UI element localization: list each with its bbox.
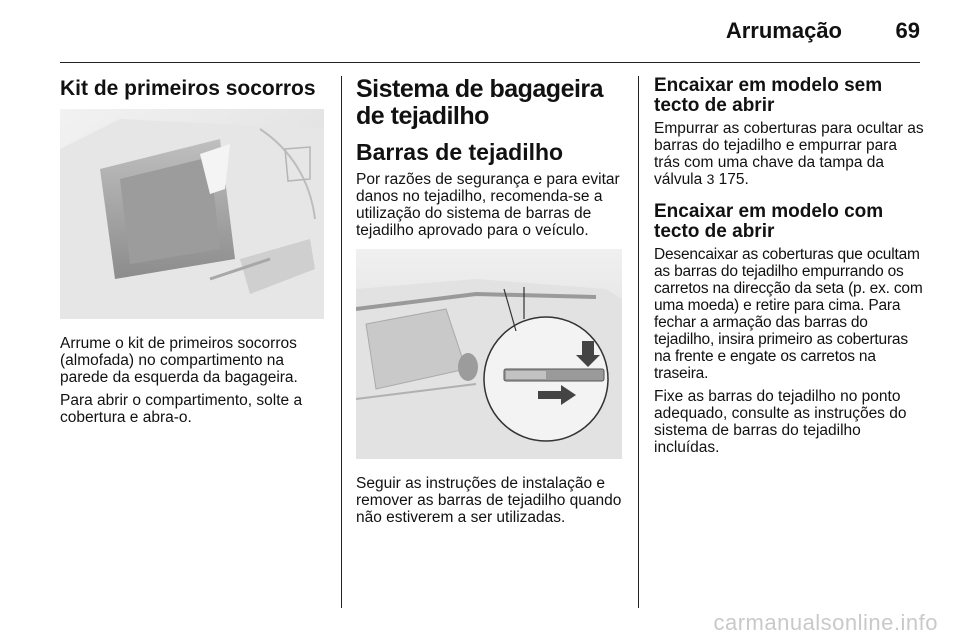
- page-reference-arrow-icon: 3: [706, 171, 715, 187]
- first-aid-heading: Kit de primeiros socorros: [60, 77, 316, 100]
- column-fitting: [654, 76, 924, 456]
- roof-rack-heading-line-2: de tejadilho: [356, 102, 489, 130]
- watermark: carmanualsonline.info: [713, 610, 938, 635]
- column-roof-rack: [356, 76, 624, 526]
- roof-bars-paragraph-1: Por razões de segurança e para evitar danos no tejadilho, recomenda-se a utilização do sistema de barras de tejadilho aprovado para o veículo.: [356, 171, 620, 239]
- fitting-paragraph-text: Empurrar as coberturas para ocultar as barras do tejadilho e empurrar para trás com uma chave da tampa da válvula: [654, 120, 924, 188]
- first-aid-compartment-illustration: [60, 109, 324, 319]
- section-title: Arrumação: [725, 18, 842, 43]
- fitting-without-sunroof-paragraph: [654, 120, 924, 188]
- fitting-without-sunroof-heading: Encaixar em modelo sem tecto de abrir: [654, 75, 883, 116]
- header-divider: [60, 62, 920, 63]
- roof-rack-heading-line-1: Sistema de bagageira: [356, 75, 604, 103]
- first-aid-paragraph-1: Arrume o kit de primeiros socorros (almofada) no compartimento na parede da esquerda da bagageira.: [60, 335, 298, 386]
- column-divider: [341, 76, 342, 608]
- page-number: 69: [895, 18, 920, 43]
- page-header: [60, 18, 920, 46]
- fitting-with-sunroof-heading: Encaixar em modelo com tecto de abrir: [654, 201, 884, 242]
- fix-roof-bars-paragraph: Fixe as barras do tejadilho no ponto adequado, consulte as instruções do sistema de barras do tejadilho incluídas.: [654, 388, 907, 456]
- fitting-with-sunroof-paragraph: Desencaixar as coberturas que ocultam as barras do tejadilho empurrando os carretos na direcção da seta (p. ex. com uma moeda) e retire para cima. Para fechar a armação das barras do tejadilho, insira primeiro as coberturas na frente e engate os carretos na traseira.: [654, 246, 923, 382]
- first-aid-paragraph-2: Para abrir o compartimento, solte a cobertura e abra-o.: [60, 392, 303, 426]
- roof-bars-subheading: Barras de tejadilho: [356, 139, 564, 165]
- roof-rail-cover-illustration: [356, 249, 622, 459]
- column-first-aid: [60, 76, 324, 426]
- page-reference: 175.: [718, 171, 749, 188]
- roof-bars-paragraph-2: Seguir as instruções de instalação e remover as barras de tejadilho quando não estiverem a ser utilizadas.: [356, 475, 622, 526]
- column-divider: [638, 76, 639, 608]
